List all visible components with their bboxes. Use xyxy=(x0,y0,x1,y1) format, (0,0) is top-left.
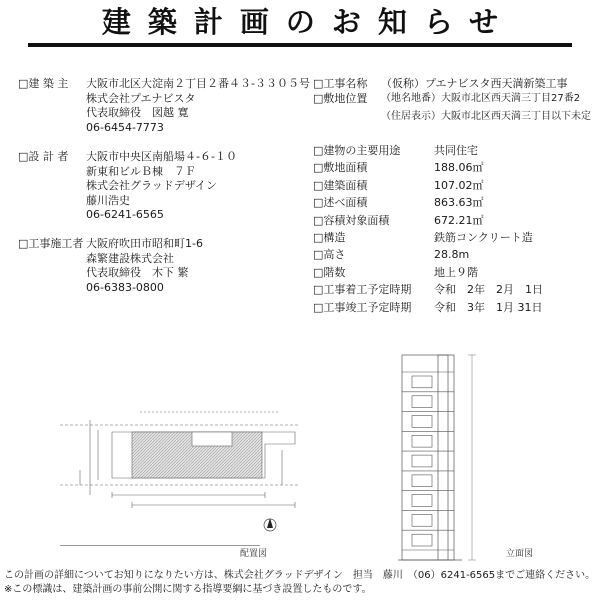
contractor-address: 大阪府吹田市昭和町1-6 xyxy=(86,237,203,250)
spec-label: □高さ xyxy=(313,248,346,262)
contractor-company: 森繁建設株式会社 xyxy=(86,251,174,265)
spec-label: □構造 xyxy=(313,230,346,244)
spec-value: 28.8m xyxy=(434,248,470,262)
spec-value: 107.02㎡ xyxy=(434,178,484,192)
spec-row xyxy=(313,161,598,178)
window xyxy=(412,534,432,546)
spec-value: 672.21㎡ xyxy=(434,213,484,227)
spec-value: 863.63㎡ xyxy=(434,196,484,210)
window xyxy=(412,475,432,487)
contractor-section xyxy=(18,237,308,295)
spec-row xyxy=(313,214,598,231)
spec-label: □階数 xyxy=(313,265,346,279)
spec-row xyxy=(313,231,598,248)
window xyxy=(412,495,432,507)
designer-company: 株式会社グラッドデザイン xyxy=(86,179,218,193)
spec-row xyxy=(313,283,598,300)
site-plan-caption: 配置図 xyxy=(240,549,268,559)
spec-value: 鉄筋コンクリート造 xyxy=(434,230,533,244)
site-location-label: □敷地位置 xyxy=(313,91,368,105)
spec-label: □建築面積 xyxy=(313,178,368,192)
spec-row xyxy=(313,301,598,318)
spec-row xyxy=(313,144,598,161)
building-spec-list xyxy=(313,144,598,318)
spec-value: 共同住宅 xyxy=(434,144,478,157)
site-lot-number: （地名地番）大阪市北区西天満三丁目27番2 xyxy=(381,92,581,104)
spec-label: □容積対象面積 xyxy=(313,213,390,227)
designer-building: 新東和ビルＢ棟 ７Ｆ xyxy=(86,164,196,178)
designer-address: 大阪市中央区南船場４-６-１０ xyxy=(86,150,237,163)
window xyxy=(412,455,432,467)
contractor-phone: 06-6383-0800 xyxy=(86,280,164,294)
spec-value: 令和 3年 1月 31日 xyxy=(434,300,543,314)
spec-label: □工事竣工予定時期 xyxy=(313,300,412,314)
window xyxy=(412,396,432,408)
elevation-caption: 立面図 xyxy=(506,549,534,559)
spec-row xyxy=(313,248,598,265)
site-plan-drawing xyxy=(50,410,310,560)
footer-contact-note: この計画の詳細についてお知りになりたい方は、株式会社グラッドデザイン 担当 藤川 （06）6241-6565までご連絡ください。 xyxy=(4,570,596,581)
owner-section xyxy=(18,77,308,135)
page-title: 建築計画のお知らせ xyxy=(101,5,516,39)
spec-value: 188.06㎡ xyxy=(434,161,484,175)
footer-legal-note: ※この標識は、建築計画の事前公開に関する指導要綱に基づき設置したものです。 xyxy=(4,584,372,595)
owner-phone: 06-6454-7773 xyxy=(86,120,164,134)
window xyxy=(412,435,432,447)
contractor-representative: 代表取締役 木下 繁 xyxy=(86,266,189,280)
spec-row xyxy=(313,196,598,213)
spec-label: □敷地面積 xyxy=(313,161,368,175)
spec-row xyxy=(313,266,598,283)
spec-label: □建物の主要用途 xyxy=(313,144,401,157)
spec-label: □述べ面積 xyxy=(313,196,368,210)
window xyxy=(412,514,432,526)
owner-address: 大阪市北区大淀南２丁目２番４３-３３０５号 xyxy=(86,77,310,90)
spec-value: 令和 2年 2月 1日 xyxy=(434,283,543,297)
project-name-label: □工事名称 xyxy=(313,77,368,90)
window xyxy=(412,376,432,388)
designer-phone: 06-6241-6565 xyxy=(86,208,164,222)
owner-company: 株式会社プエナビスタ xyxy=(86,91,196,105)
designer-label: □設 計 者 xyxy=(18,150,69,163)
designer-person: 藤川浩史 xyxy=(86,193,130,207)
designer-section xyxy=(18,150,308,223)
title-underline xyxy=(28,43,572,47)
project-section xyxy=(313,77,598,125)
owner-label: □建 築 主 xyxy=(18,77,69,90)
spec-label: □工事着工予定時期 xyxy=(313,283,412,297)
site-address: （住居表示）大阪市北区西天満三丁目以下未定 xyxy=(381,111,591,123)
spec-row xyxy=(313,179,598,196)
project-name-value: （仮称）プエナビスタ西天満新築工事 xyxy=(381,77,568,90)
spec-value: 地上９階 xyxy=(434,265,478,279)
elevation-drawing xyxy=(392,350,502,565)
owner-representative: 代表取締役 図越 寛 xyxy=(86,106,189,120)
contractor-label: □工事施工者 xyxy=(18,237,84,250)
window xyxy=(412,416,432,428)
